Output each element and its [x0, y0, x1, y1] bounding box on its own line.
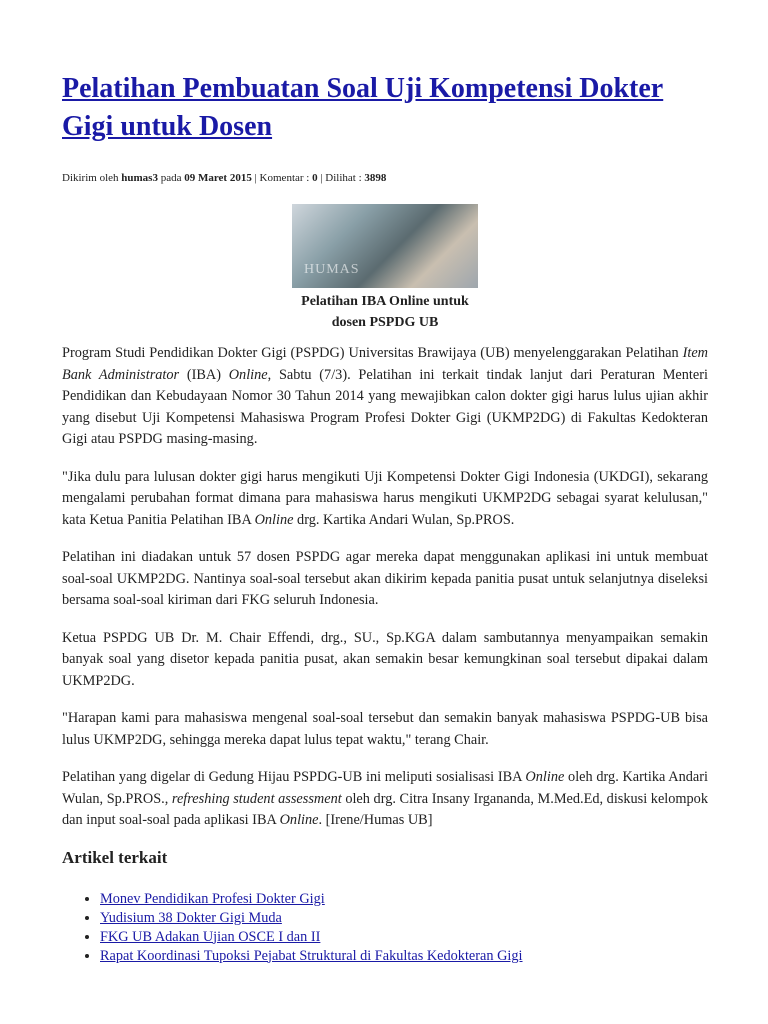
paragraph-6: Pelatihan yang digelar di Gedung Hijau PSPDG-UB ini meliputi sosialisasi IBA Online oleh drg. Kartika Andari Wulan, Sp.PROS., refreshing student assessment oleh drg. Citra Insany Irganandа, M.Med.Ed, diskusi kelompok dan input soal-soal pada aplikasi IBA Online. [Irene/Humas UB]: [62, 769, 708, 828]
list-item: [100, 928, 708, 947]
article-title-link[interactable]: Pelatihan Pembuatan Soal Uji Kompetensi Dokter Gigi untuk Dosen: [62, 73, 664, 142]
meta-prefix: Dikirim oleh: [62, 172, 122, 184]
article-figure: [292, 204, 478, 333]
photo-watermark: HUMAS: [304, 262, 360, 277]
figure-caption: Pelatihan IBA Online untuk dosen PSPDG UB: [301, 294, 469, 330]
meta-dilihat-label: | Dilihat :: [317, 172, 365, 184]
paragraph-4: Ketua PSPDG UB Dr. M. Chair Effendi, drg., SU., Sp.KGA dalam sambutannya menyampaikan semakin banyak soal yang disetor kepada panitia pusat, akan semakin besar kemungkinan soal tersebut dipakai dalam UKMP2DG.: [62, 629, 708, 689]
meta-dilihat: 3898: [364, 172, 387, 184]
related-link[interactable]: Monev Pendidikan Profesi Dokter Gigi: [100, 890, 325, 907]
article-meta: [62, 172, 708, 184]
paragraph-3: Pelatihan ini diadakan untuk 57 dosen PSPDG agar mereka dapat menggunakan aplikasi ini untuk membuat soal-soal UKMP2DG. Nantinya soal-soal tersebut akan dikirim kepada panitia pusat untuk selanjutnya diseleksi bersama soal-soal kiriman dari FKG seluruh Indonesia.: [62, 549, 708, 608]
related-link[interactable]: Rapat Koordinasi Tupoksi Pejabat Struktural di Fakultas Kedokteran Gigi: [100, 947, 523, 964]
related-list: [62, 890, 708, 966]
paragraph-1: Program Studi Pendidikan Dokter Gigi (PSPDG) Universitas Brawijaya (UB) menyelenggarakan Pelatihan Item Bank Administrator (IBA) Online, Sabtu (7/3). Pelatihan ini terkait tindak lanjut dari Peraturan Menteri Pendidikan dan Kebudayaan Nomor 30 Tahun 2014 yang mewajibkan calon dokter gigi harus lulus ujian akhir yang disebut Uji Kompetensi Mahasiswa Program Profesi Dokter Gigi (UKMP2DG) di Fakultas Kedokteran Gigi atau PSPDG masing-masing.: [62, 345, 708, 447]
article-photo: [292, 204, 478, 288]
list-item: [100, 890, 708, 909]
article: [62, 70, 708, 966]
related-heading: Artikel terkait: [62, 847, 168, 867]
list-item: [100, 947, 708, 966]
list-item: [100, 909, 708, 928]
meta-author: humas3: [121, 172, 158, 184]
meta-komentar: 0: [312, 172, 318, 184]
meta-date: 09 Maret 2015: [184, 172, 252, 184]
related-link[interactable]: FKG UB Adakan Ujian OSCE I dan II: [100, 928, 321, 945]
paragraph-5: "Harapan kami para mahasiswa mengenal soal-soal tersebut dan semakin banyak mahasiswa PSPDG-UB bisa lulus UKMP2DG, sehingga mereka dapat lulus tepat waktu," terang Chair.: [62, 710, 708, 748]
article-title: [62, 70, 708, 146]
meta-komentar-label: | Komentar :: [251, 172, 313, 184]
meta-pada: pada: [157, 172, 185, 184]
paragraph-2: "Jika dulu para lulusan dokter gigi harus mengikuti Uji Kompetensi Dokter Gigi Indonesia (UKDGI), sekarang mengalami perubahan format dimana para mahasiswa harus mengikuti UKMP2DG sebagai syarat kelulusan," kata Ketua Panitia Pelatihan IBA Online drg. Kartika Andari Wulan, Sp.PROS.: [62, 468, 708, 528]
related-link[interactable]: Yudisium 38 Dokter Gigi Muda: [100, 909, 282, 926]
